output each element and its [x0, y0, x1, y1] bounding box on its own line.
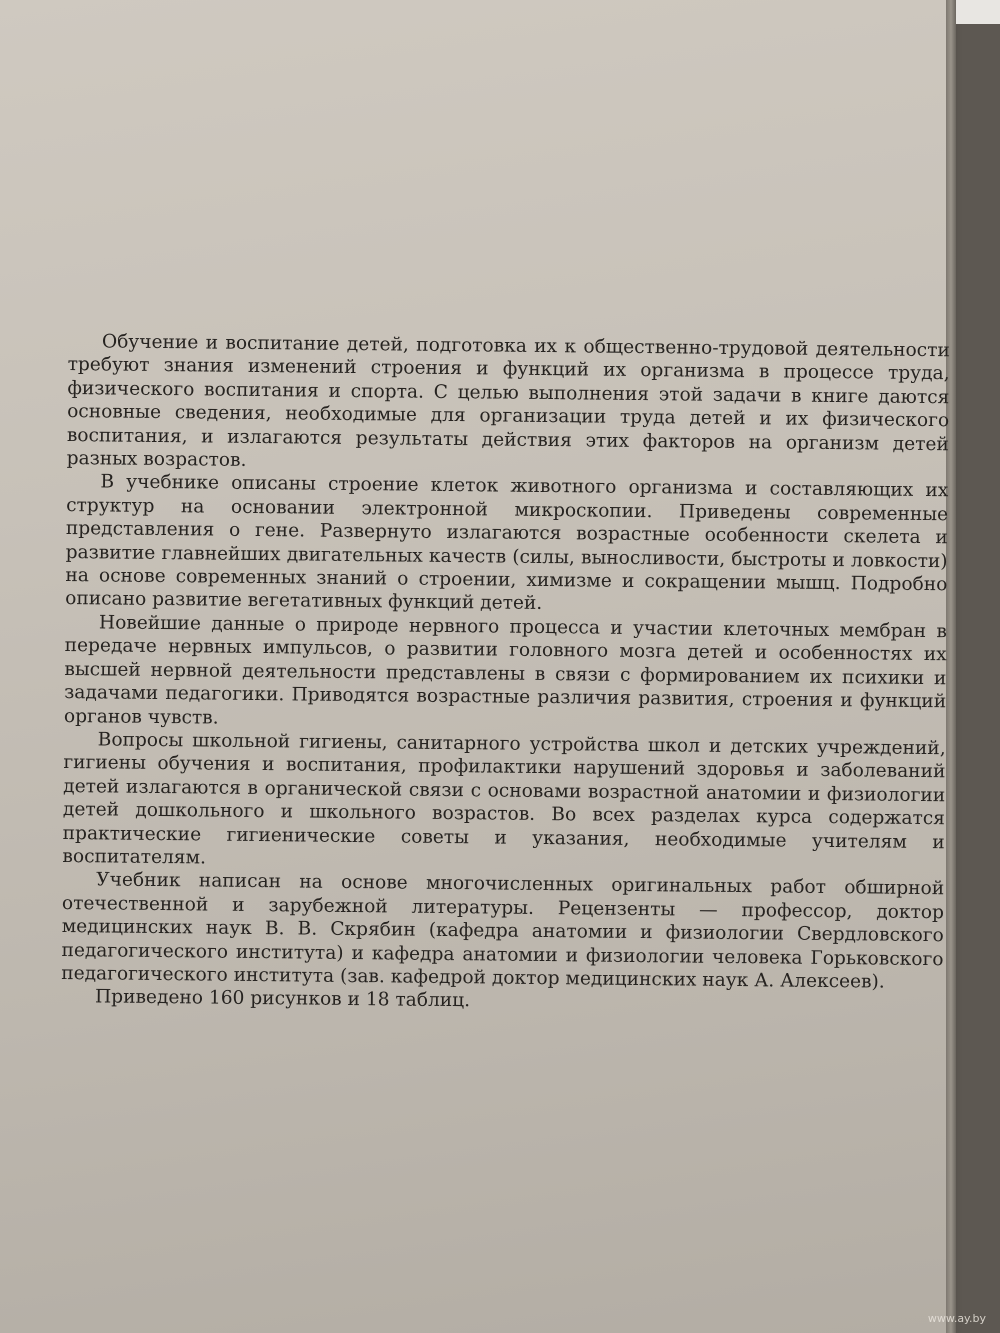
- annotation-text: [61, 330, 950, 1018]
- paragraph-school-hygiene: Вопросы школьной гигиены, санитарного устройства школ и детских учреждений, гигиены обучения и воспитания, профилактики нарушений здоровья и заболеваний детей излагаются в органической связи с основами возрастной анатомии и физиологии детей дошкольного и школьного возрастов. Во всех разделах курса содержатся практические гигиенические советы и указания, необходимые учителям и воспитателям.: [62, 729, 946, 869]
- paragraph-nervous-system: Новейшие данные о природе нервного процесса и участии клеточных мембран в передаче нервных импульсов, о развитии головного мозга детей и особенностях их высшей нервной деятельности представлены в связи с формированием их психики и задачами педагогики. Приводятся возрастные различия развития, строения и функций органов чувств.: [63, 612, 947, 729]
- paragraph-purpose: Обучение и воспитание детей, подготовка их к общественно-трудовой деятельности требуют знания изменений строения и функций их организма в процессе труда, физического воспитания и спорта. С целью выполнения этой задачи в книге даются основные сведения, необходимые для организации труда детей и их физического воспитания, и излагаются результаты действия этих факторов на организм детей разных возрастов.: [66, 331, 950, 471]
- paragraph-cells: В учебнике описаны строение клеток животного организма и составляющих их структур на основании электронной микроскопии. Приведены современные представления о гене. Развернуто излагаются возрастные особенности скелета и развитие главнейших двигательных качеств (силы, выносливости, быстроты и ловкости) на основе современных знаний о строении, химизме и сокращении мышц. Подробно описано развитие вегетативных функций детей.: [65, 471, 949, 615]
- background-surface: [956, 0, 1000, 24]
- paragraph-figures-count: Приведено 160 рисунков и 18 таблиц.: [94, 986, 471, 1012]
- watermark: www.ay.by: [927, 1312, 986, 1325]
- paragraph-reviewers: Учебник написан на основе многочисленных оригинальных работ обширной отечественной и зарубежной литературы. Рецензенты — профессор, доктор медицинских наук В. В. Скрябин (кафедра анатомии и физиологии Свердловского педагогического института) и кафедра анатомии и физиологии человека Горьковского педагогического института (зав. кафедрой доктор медицинских наук А. Алексеев).: [61, 869, 945, 993]
- page-edge: [946, 0, 956, 1333]
